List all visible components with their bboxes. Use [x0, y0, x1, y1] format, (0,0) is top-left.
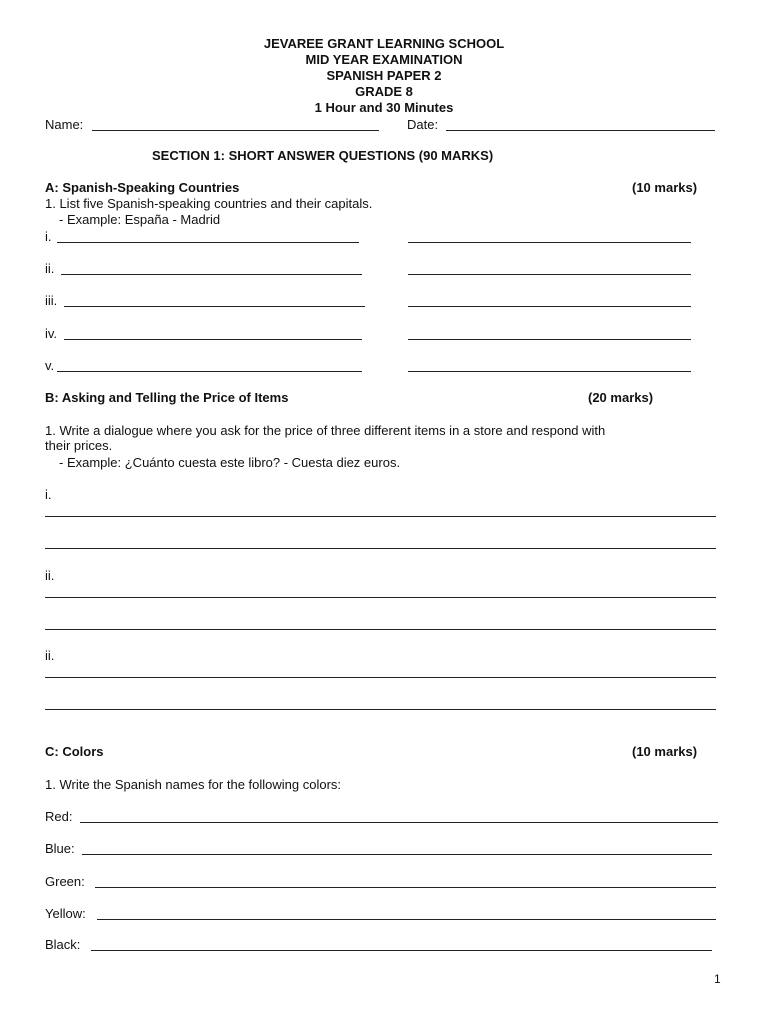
part-a-marks: (10 marks) [632, 180, 698, 195]
dialogue-answer-line[interactable] [45, 677, 716, 678]
dialogue-answer-line[interactable] [45, 629, 716, 630]
part-b-title: B: Asking and Telling the Price of Items [45, 390, 289, 405]
page-number: 1 [714, 972, 721, 986]
part-b-question-continued: their prices. [45, 438, 113, 453]
color-label-green: Green: [45, 874, 85, 889]
exam-duration: 1 Hour and 30 Minutes [314, 100, 454, 115]
country-answer-line[interactable] [64, 306, 365, 307]
capital-answer-line[interactable] [408, 274, 691, 275]
dialogue-answer-line[interactable] [45, 548, 716, 549]
black-answer-line[interactable] [91, 950, 712, 951]
part-b-example: - Example: ¿Cuánto cuesta este libro? - Cuesta diez euros. [59, 455, 401, 470]
grade-title: GRADE 8 [355, 84, 413, 99]
country-answer-line[interactable] [57, 371, 362, 372]
paper-title: SPANISH PAPER 2 [326, 68, 442, 83]
part-b-question: 1. Write a dialogue where you ask for the price of three different items in a store and respond with [45, 423, 606, 438]
part-a-item-label: iv. [45, 326, 58, 341]
part-c-title: C: Colors [45, 744, 104, 759]
color-label-black: Black: [45, 937, 81, 952]
dialogue-answer-line[interactable] [45, 516, 716, 517]
capital-answer-line[interactable] [408, 306, 691, 307]
part-a-title: A: Spanish-Speaking Countries [45, 180, 240, 195]
capital-answer-line[interactable] [408, 339, 691, 340]
part-a-example: - Example: España - Madrid [59, 212, 221, 227]
country-answer-line[interactable] [61, 274, 362, 275]
date-label: Date: [407, 117, 439, 132]
yellow-answer-line[interactable] [97, 919, 716, 920]
part-a-item-label: v. [45, 358, 55, 373]
name-label: Name: [45, 117, 84, 132]
part-a-question: 1. List five Spanish-speaking countries and their capitals. [45, 196, 373, 211]
part-b-marks: (20 marks) [588, 390, 654, 405]
capital-answer-line[interactable] [408, 371, 691, 372]
part-a-item-label: i. [45, 229, 52, 244]
part-b-item-label: ii. [45, 568, 55, 583]
part-a-item-label: ii. [45, 261, 55, 276]
part-c-question: 1. Write the Spanish names for the following colors: [45, 777, 342, 792]
exam-title: MID YEAR EXAMINATION [305, 52, 463, 67]
color-label-red: Red: [45, 809, 73, 824]
school-name: JEVAREE GRANT LEARNING SCHOOL [263, 36, 505, 51]
section-title: SECTION 1: SHORT ANSWER QUESTIONS (90 MARKS) [152, 148, 494, 163]
blue-answer-line[interactable] [82, 854, 712, 855]
color-label-yellow: Yellow: [45, 906, 86, 921]
part-b-item-label: i. [45, 487, 52, 502]
country-answer-line[interactable] [57, 242, 359, 243]
red-answer-line[interactable] [80, 822, 718, 823]
dialogue-answer-line[interactable] [45, 597, 716, 598]
date-field[interactable] [446, 130, 715, 131]
part-a-item-label: iii. [45, 293, 58, 308]
dialogue-answer-line[interactable] [45, 709, 716, 710]
part-c-marks: (10 marks) [632, 744, 698, 759]
capital-answer-line[interactable] [408, 242, 691, 243]
name-field[interactable] [92, 130, 379, 131]
green-answer-line[interactable] [95, 887, 716, 888]
country-answer-line[interactable] [64, 339, 362, 340]
part-b-item-label: ii. [45, 648, 55, 663]
color-label-blue: Blue: [45, 841, 75, 856]
